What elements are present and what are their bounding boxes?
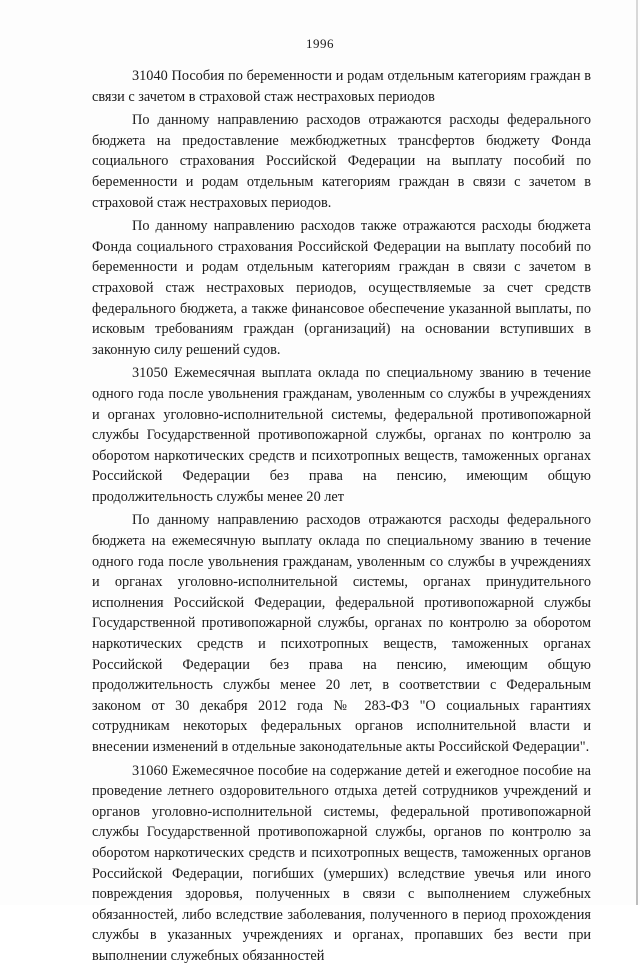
section-heading-31060: 31060 Ежемесячное пособие на содержание детей и ежегодное пособие на проведение летнего оздоровительного отдыха детей сотрудников учреждений и органов уголовно-исполнительной системы, федеральной противопожарной службы Государственной противопожарной службы, органов по контролю за оборотом наркотических средств и психотропных веществ, таможенных органов Российской Федерации, погибших (умерших) вследствие увечья или иного повреждения здоровья, полученных в связи с выполнением служебных обязанностей, либо вследствие заболевания, полученного в период прохождения службы в указанных учреждениях и органах, пропавших без вести при выполнении служебных обязанностей <box>92 762 591 964</box>
scan-edge <box>636 0 638 905</box>
section-heading-31050: 31050 Ежемесячная выплата оклада по специальному званию в течение одного года после увольнения гражданам, уволенным со службы в учреждениях и органах уголовно-исполнительной системы, федеральной противопожарной службы Государственной противопожарной службы, органах по контролю за оборотом наркотических средств и психотропных веществ, таможенных органах Российской Федерации без права на пенсию, имеющим общую продолжительность службы менее 20 лет <box>92 365 591 505</box>
paragraph-31040-transfers: По данному направлению расходов отражаются расходы федерального бюджета на предоставление межбюджетных трансфертов бюджету Фонда социального страхования Российской Федерации на выплату пособий по беременности и родам отдельным категориям граждан в связи с зачетом в страховой стаж нестраховых периодов. <box>92 112 591 211</box>
paragraph-31050-description: По данному направлению расходов отражаются расходы федерального бюджета на ежемесячную выплату оклада по специальному званию в течение одного года после увольнения гражданам, уволенным со службы в учреждениях и органах уголовно-исполнительной системы, органах принудительного исполнения Российской Федерации, федеральной противопожарной службы Государственной противопожарной службы, органах по контролю за оборотом наркотических средств и психотропных веществ, таможенных органах Российской Федерации без права на пенсию, имеющим общую продолжительность службы менее 20 лет, в соответствии с Федеральным законом от 30 декабря 2012 года № 283-ФЗ "О социальных гарантиях сотрудникам некоторых федеральных органов исполнительной власти и внесении изменений в отдельные законодательные акты Российской Федерации". <box>92 512 591 755</box>
page-number: 1996 <box>306 36 334 51</box>
section-heading-31040: 31040 Пособия по беременности и родам отдельным категориям граждан в связи с зачетом в страховой стаж нестраховых периодов <box>92 68 591 105</box>
document-body <box>92 66 591 970</box>
paragraph-31040-fss-expenses: По данному направлению расходов также отражаются расходы бюджета Фонда социального страхования Российской Федерации на выплату пособий по беременности и родам отдельным категориям граждан в связи с зачетом в страховой стаж нестраховых периодов, осуществляемые за счет средств федерального бюджета, а также финансовое обеспечение указанной выплаты, по исковым требованиям граждан (организаций) на основании вступивших в законную силу решений судов. <box>92 218 591 358</box>
